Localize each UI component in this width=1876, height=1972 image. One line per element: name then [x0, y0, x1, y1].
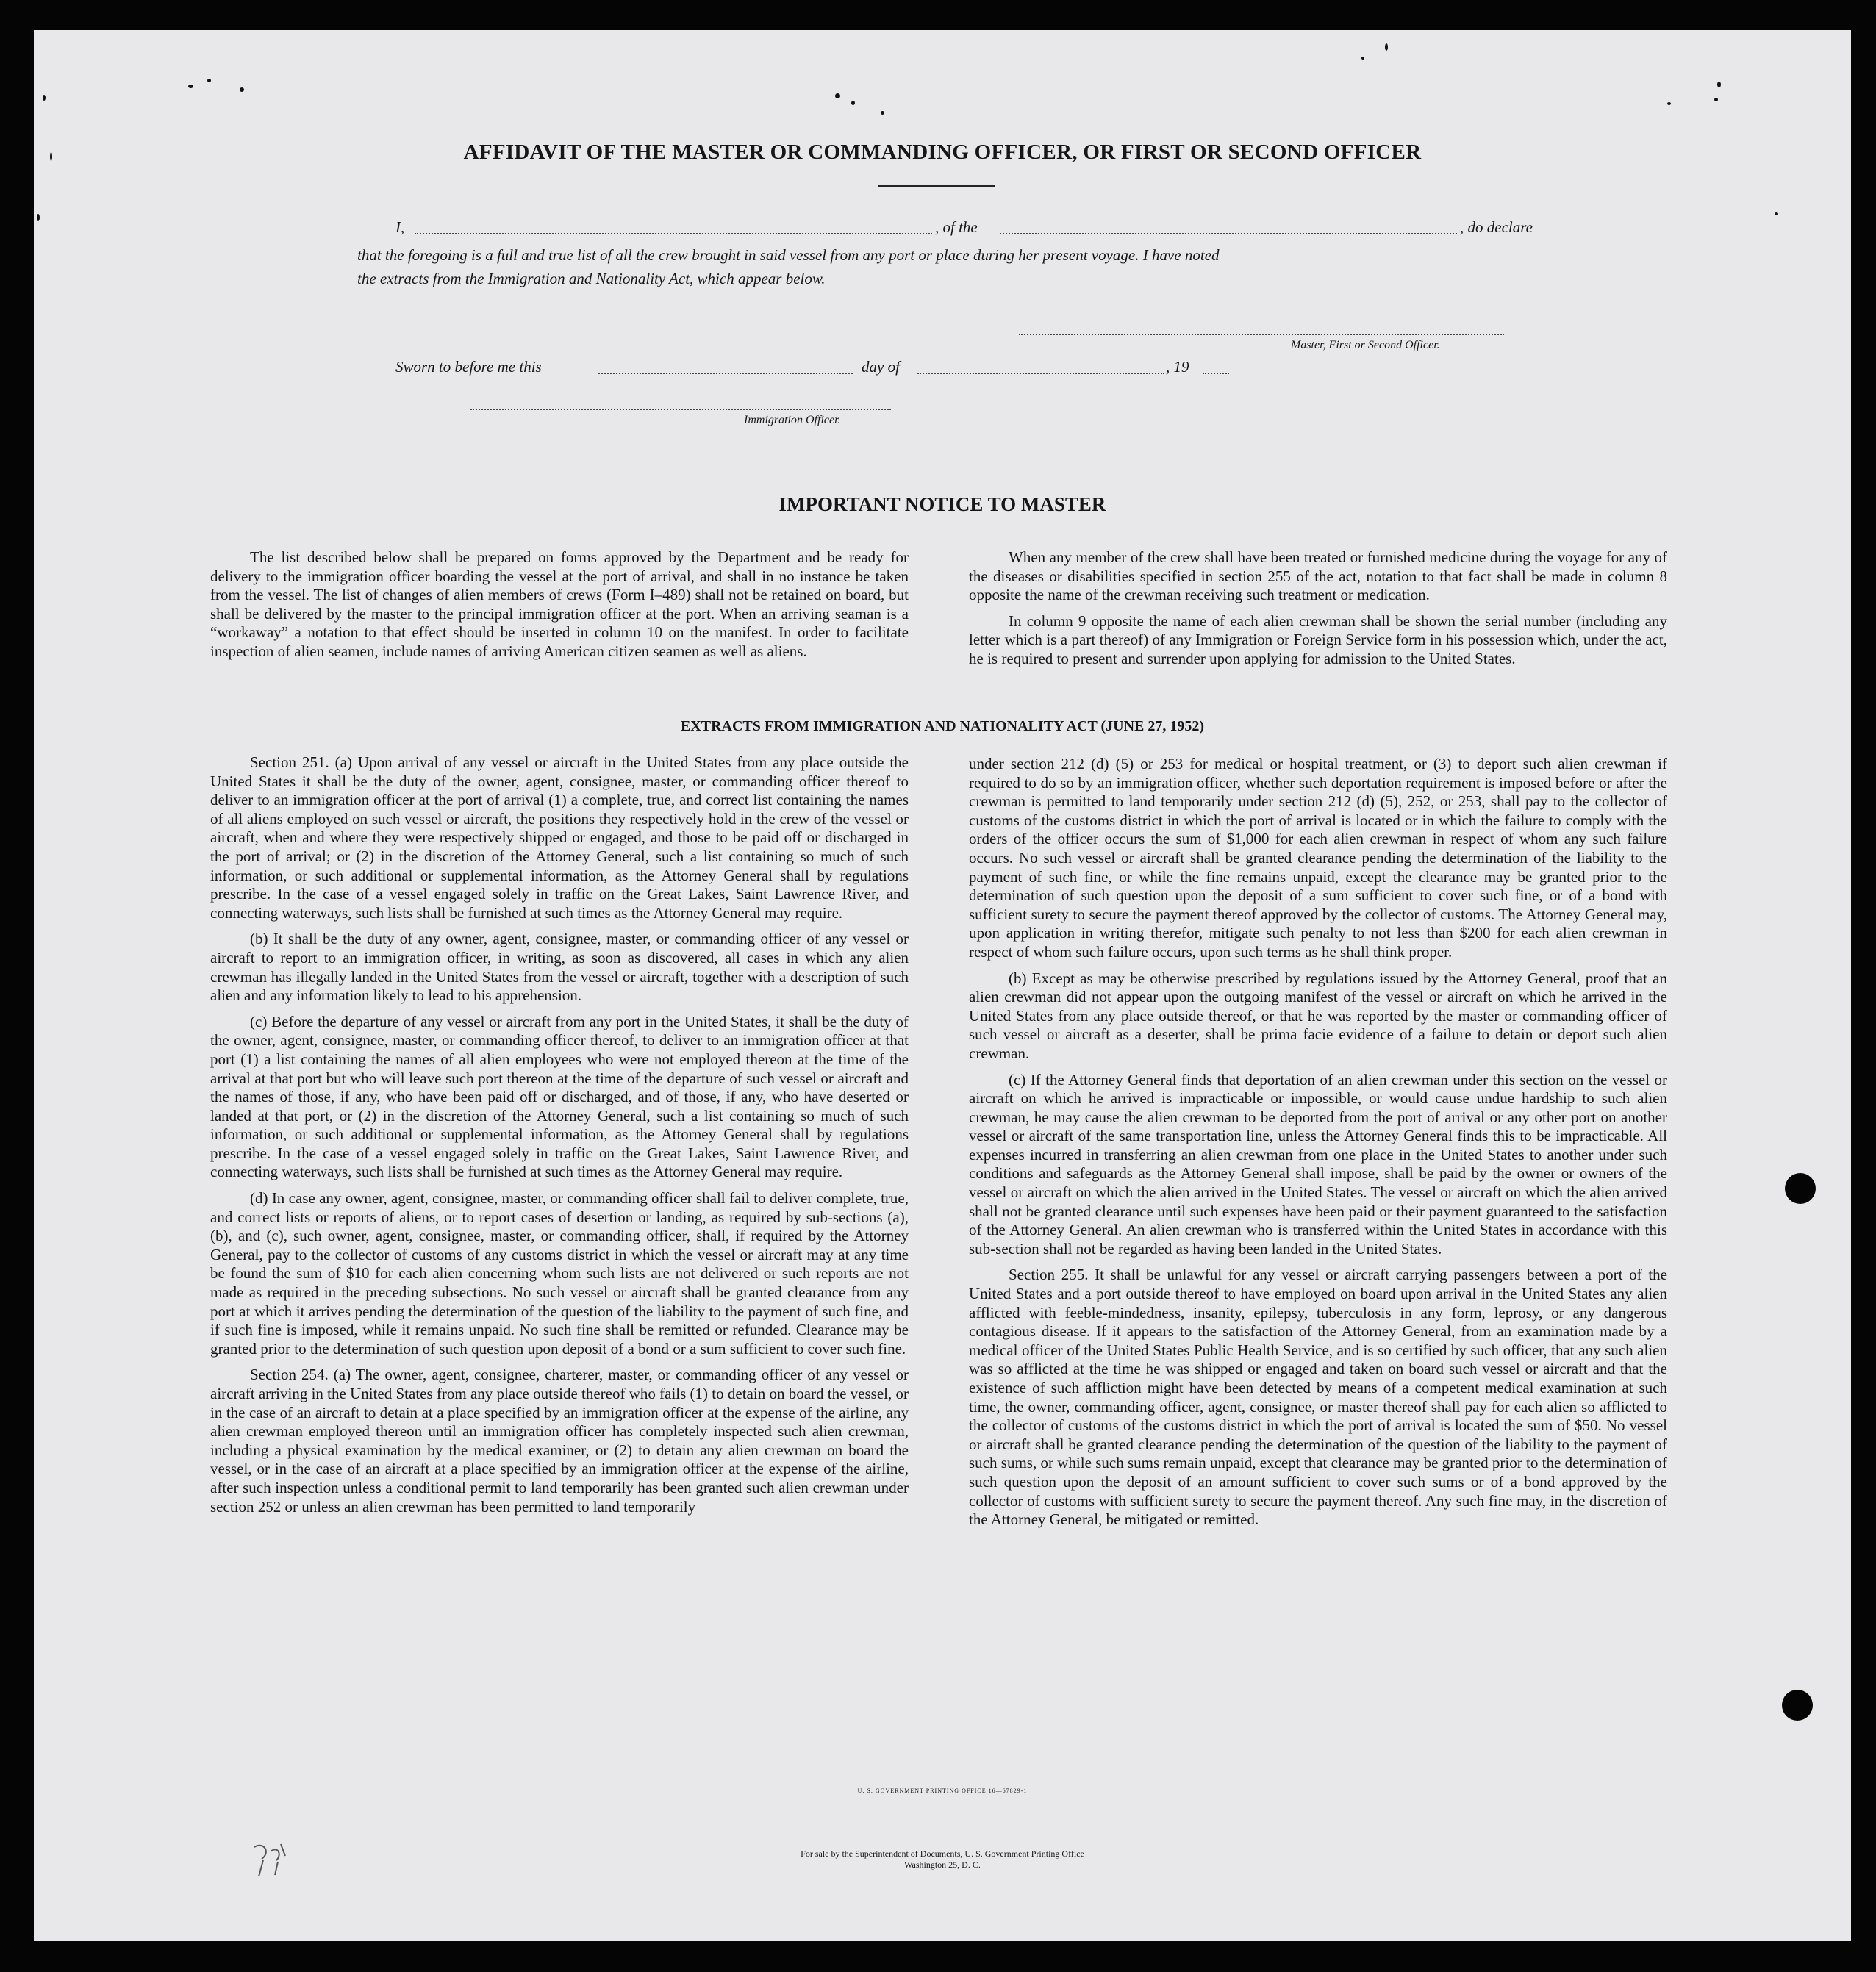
scan-speck: [1385, 43, 1388, 51]
scan-speck: [188, 85, 193, 88]
footer-line: For sale by the Superintendent of Documents, U. S. Government Printing Office: [801, 1849, 1084, 1859]
scan-speck: [1717, 82, 1721, 87]
notice-heading: IMPORTANT NOTICE TO MASTER: [778, 493, 1106, 515]
extract-paragraph: (c) If the Attorney General finds that deportation of an alien crewman under this section on the vessel or aircraft on which he arrived is impracticable or impossible, or would cause undue hardship to such alien crewman, he may cause the alien crewman to be deported from the port of arrival or any other port on another vessel or aircraft of the same transportation line, unless the Attorney General finds this to be impracticable. All expenses incurred in transferring an alien crewman from one place in the United States to another under such conditions and safeguards as the Attorney General shall impose, shall be paid by the owner or owners of the vessel or aircraft on which the alien arrived in the United States. The vessel or aircraft on which the alien arrived shall not be granted clearance until such expenses have been paid or their payment guaranteed to the satisfaction of the Attorney General. An alien crewman who is transferred within the United States in accordance with this sub-section shall not be regarded as having been landed in the United States.: [969, 1070, 1667, 1258]
sworn-start: Sworn to before me this: [395, 358, 542, 376]
scan-speck: [881, 111, 884, 115]
scan-speck: [1667, 102, 1671, 105]
notice-right-paragraph: In column 9 opposite the name of each alien crewman shall be shown the serial number (including any letter which is a part thereof) of any Immigration or Foreign Service form in his possession which, under the act, he is required to present and surrender upon applying for admission to the United States.: [969, 612, 1667, 667]
affidavit-line3: the extracts from the Immigration and Nationality Act, which appear below.: [357, 270, 826, 287]
notice-right-paragraph: When any member of the crew shall have been treated or furnished medicine during the voyage for any of the diseases or disabilities specified in section 255 of the act, notation to that fact shall be made in column 8 opposite the name of the crewman receiving such treatment or medication.: [969, 548, 1667, 604]
scan-speck: [240, 87, 244, 92]
sworn-month-blank[interactable]: [917, 373, 1164, 374]
scan-speck: [1775, 212, 1778, 215]
scan-speck: [1361, 57, 1364, 60]
extract-paragraph: Section 251. (a) Upon arrival of any vessel or aircraft in the United States from any place outside the United States it shall be the duty of the owner, agent, consignee, master, or commanding officer thereof to deliver to an immigration officer at the port of arrival (1) a complete, true, and correct list containing the names of all aliens employed on such vessel or aircraft, the positions they respectively hold in the crew of the vessel or aircraft, when and where they were respectively shipped or engaged, and those to be paid off or discharged in the port of arrival; or (2) in the discretion of the Attorney General, such a list containing so much of such information, or such additional or supplemental information, as the Attorney General shall by regulations prescribe. In the case of a vessel engaged solely in traffic on the Great Lakes, Saint Lawrence River, and connecting waterways, such lists shall be furnished at such times as the Attorney General may require.: [210, 753, 909, 922]
affidavit-line1-start: I,: [395, 218, 405, 236]
master-signature-label: Master, First or Second Officer.: [1291, 339, 1440, 351]
extract-paragraph: (b) It shall be the duty of any owner, agent, consignee, master, or commanding officer of any vessel or aircraft to report to an immigration officer, in writing, as soon as discovered, all cases in which any alien crewman has illegally landed in the United States from the vessel or aircraft, together with a description of such alien and any information likely to lead to his apprehension.: [210, 930, 909, 1005]
name-blank[interactable]: [415, 233, 932, 234]
notice-left-column: [210, 548, 909, 669]
extract-paragraph: under section 212 (d) (5) or 253 for medical or hospital treatment, or (3) to deport such alien crewman if required to do so by an immigration officer, whether such deportation requirement is imposed before or after the crewman is permitted to land temporarily under section 212 (d) (5), 252, or 253, shall pay to the collector of customs of the customs district in which the port of arrival is located or in which the failure to comply with the orders of the officer occurs the sum of $1,000 for each alien crewman in respect of whom any such failure occurs. No such vessel or aircraft shall be granted clearance pending the determination of the liability to the payment of such fine, or while the fine remains unpaid, except the clearance may be granted prior to the determination of such question upon the deposit of a sum sufficient to cover such fine, or of a bond with sufficient surety to secure the payment thereof approved by the collector of customs. The Attorney General may, upon application in writing therefor, mitigate such penalty to not less than $200 for each alien crewman in respect of whom such failure occurs, upon such terms as he shall think proper.: [969, 755, 1667, 961]
scan-speck: [851, 101, 855, 105]
extracts-heading: EXTRACTS FROM IMMIGRATION AND NATIONALITY ACT (JUNE 27, 1952): [680, 718, 1205, 734]
scan-speck: [207, 79, 211, 82]
extracts-left-column: [210, 753, 909, 1524]
extract-paragraph: Section 255. It shall be unlawful for any vessel or aircraft carrying passengers between a port of the United States and a port outside thereof to have employed on board upon arrival in the United States any alien afflicted with feeble-mindedness, insanity, epilepsy, tuberculosis in any form, leprosy, or any dangerous contagious disease. If it appears to the satisfaction of the Attorney General, from an examination made by a medical officer of the United States Public Health Service, and is so certified by such officer, that any such alien was so afflicted at the time he was shipped or engaged and taken on board such vessel or aircraft and that the existence of such affliction might have been detected by means of a competent medical examination at such time, the owner, commanding officer, agent, consignee, or master thereof shall pay for each alien so afflicted to the collector of customs of the customs district in which the port of arrival is located the sum of $50. No vessel or aircraft shall be granted clearance pending the determination of the question of the liability to the payment of such sums, or while such sums remain unpaid, except that clearance may be granted prior to the determination of such question upon the deposit of an amount sufficient to cover such sums or of a bond approved by the collector of customs with sufficient surety to secure the payment thereof. Any such fine may, in the discretion of the Attorney General, be mitigated or remitted.: [969, 1266, 1667, 1529]
sworn-mid: day of: [862, 358, 900, 376]
sale-footer: [34, 1849, 1851, 1871]
binder-hole: [1782, 1690, 1813, 1721]
master-signature-line[interactable]: [1019, 334, 1504, 335]
sworn-day-blank[interactable]: [598, 373, 853, 374]
affidavit-line2: that the foregoing is a full and true list of all the crew brought in said vessel from any port or place during her present voyage. I have noted: [357, 246, 1220, 264]
vessel-blank[interactable]: [1000, 233, 1457, 234]
extracts-right-column: [969, 755, 1667, 1537]
notice-right-column: [969, 548, 1667, 676]
footer-line: Washington 25, D. C.: [904, 1860, 981, 1870]
extract-paragraph: Section 254. (a) The owner, agent, consignee, charterer, master, or commanding officer of any vessel or aircraft arriving in the United States from any place outside thereof who fails (1) to detain on board the vessel, or in the case of an aircraft to detain at a place specified by an immigration officer at the expense of the airline, any alien crewman employed thereon until an immigration officer has completely inspected such alien crewman, including a physical examination by the medical examiner, or (2) to detain any alien crewman on board the vessel, or in the case of an aircraft at a place specified by an immigration officer at the expense of the airline, after such inspection unless a conditional permit to land temporarily has been granted such alien crewman under section 252 or unless an alien crewman has been permitted to land temporarily: [210, 1366, 909, 1516]
immigration-officer-signature-line[interactable]: [470, 409, 891, 410]
document-page: [34, 30, 1851, 1941]
sworn-end: , 19: [1166, 358, 1189, 376]
immigration-officer-label: Immigration Officer.: [744, 414, 841, 426]
scan-speck: [1714, 98, 1718, 101]
gpo-imprint: U. S. GOVERNMENT PRINTING OFFICE 16—67829-1: [857, 1788, 1028, 1794]
notice-left-paragraph: The list described below shall be prepared on forms approved by the Department and be ready for delivery to the immigration officer boarding the vessel at the port of arrival, and shall in no instance be taken from the vessel. The list of changes of alien members of crews (Form I–489) shall not be retained on board, but shall be delivered by the master to the principal immigration officer at the port. When an arriving seaman is a “workaway” a notation to that effect should be inserted in column 10 on the manifest. In order to facilitate inspection of alien seamen, include names of arriving American citizen seamen as well as aliens.: [210, 548, 909, 660]
extract-paragraph: (c) Before the departure of any vessel or aircraft from any port in the United States, it shall be the duty of the owner, agent, consignee, master, or commanding officer thereof, to deliver to an immigration officer at that port (1) a list containing the names of all alien employees who were not employed thereon at the time of the arrival at that port but who will leave such port thereon at the time of the departure of such vessel or aircraft and the names of those, if any, who have been paid off or discharged, and of those, if any, who have deserted or landed at that port, or (2) in the discretion of the Attorney General, such a list containing so much of such information, or such additional or supplemental information, as the Attorney General shall by regulations prescribe. In the case of a vessel engaged solely in traffic on the Great Lakes, Saint Lawrence River, and connecting waterways, such lists shall be furnished at such times as the Attorney General may require.: [210, 1012, 909, 1181]
sworn-year-blank[interactable]: [1203, 373, 1229, 374]
affidavit-line1-mid: , of the: [935, 218, 978, 236]
scan-speck: [43, 95, 46, 101]
extract-paragraph: (b) Except as may be otherwise prescribed by regulations issued by the Attorney General, proof that an alien crewman did not appear upon the outgoing manifest of the vessel or aircraft on which he arrived in the United States from any place outside thereof, or that he was reported by the master or commanding officer of such vessel or aircraft as a deserter, shall be prima facie evidence of a failure to detain or deport such alien crewman.: [969, 969, 1667, 1062]
affidavit-title: AFFIDAVIT OF THE MASTER OR COMMANDING OFFICER, OR FIRST OR SECOND OFFICER: [463, 140, 1422, 164]
binder-hole: [1785, 1173, 1816, 1204]
extract-paragraph: (d) In case any owner, agent, consignee, master, or commanding officer shall fail to deliver complete, true, and correct lists or reports of aliens, or to report cases of desertion or landing, as required by sub-sections (a), (b), and (c), such owner, agent, consignee, master, or commanding officer, shall, if required by the Attorney General, pay to the collector of customs of any customs district in which the vessel or aircraft may at any time be found the sum of $10 for each alien concerning whom such lists are not delivered or such reports are not made as required in the preceding subsections. No such vessel or aircraft shall be granted clearance from any port at which it arrives pending the determination of the question of the liability to the payment of such fine, and if such fine is imposed, while it remains unpaid. No such fine shall be remitted or refunded. Clearance may be granted prior to the determination of such question upon deposit of a bond or a sum sufficient to cover such fine.: [210, 1189, 909, 1358]
affidavit-line1-end: , do declare: [1460, 218, 1533, 236]
scan-speck: [835, 93, 840, 98]
title-underline: [878, 185, 995, 187]
scan-speck: [37, 214, 40, 221]
